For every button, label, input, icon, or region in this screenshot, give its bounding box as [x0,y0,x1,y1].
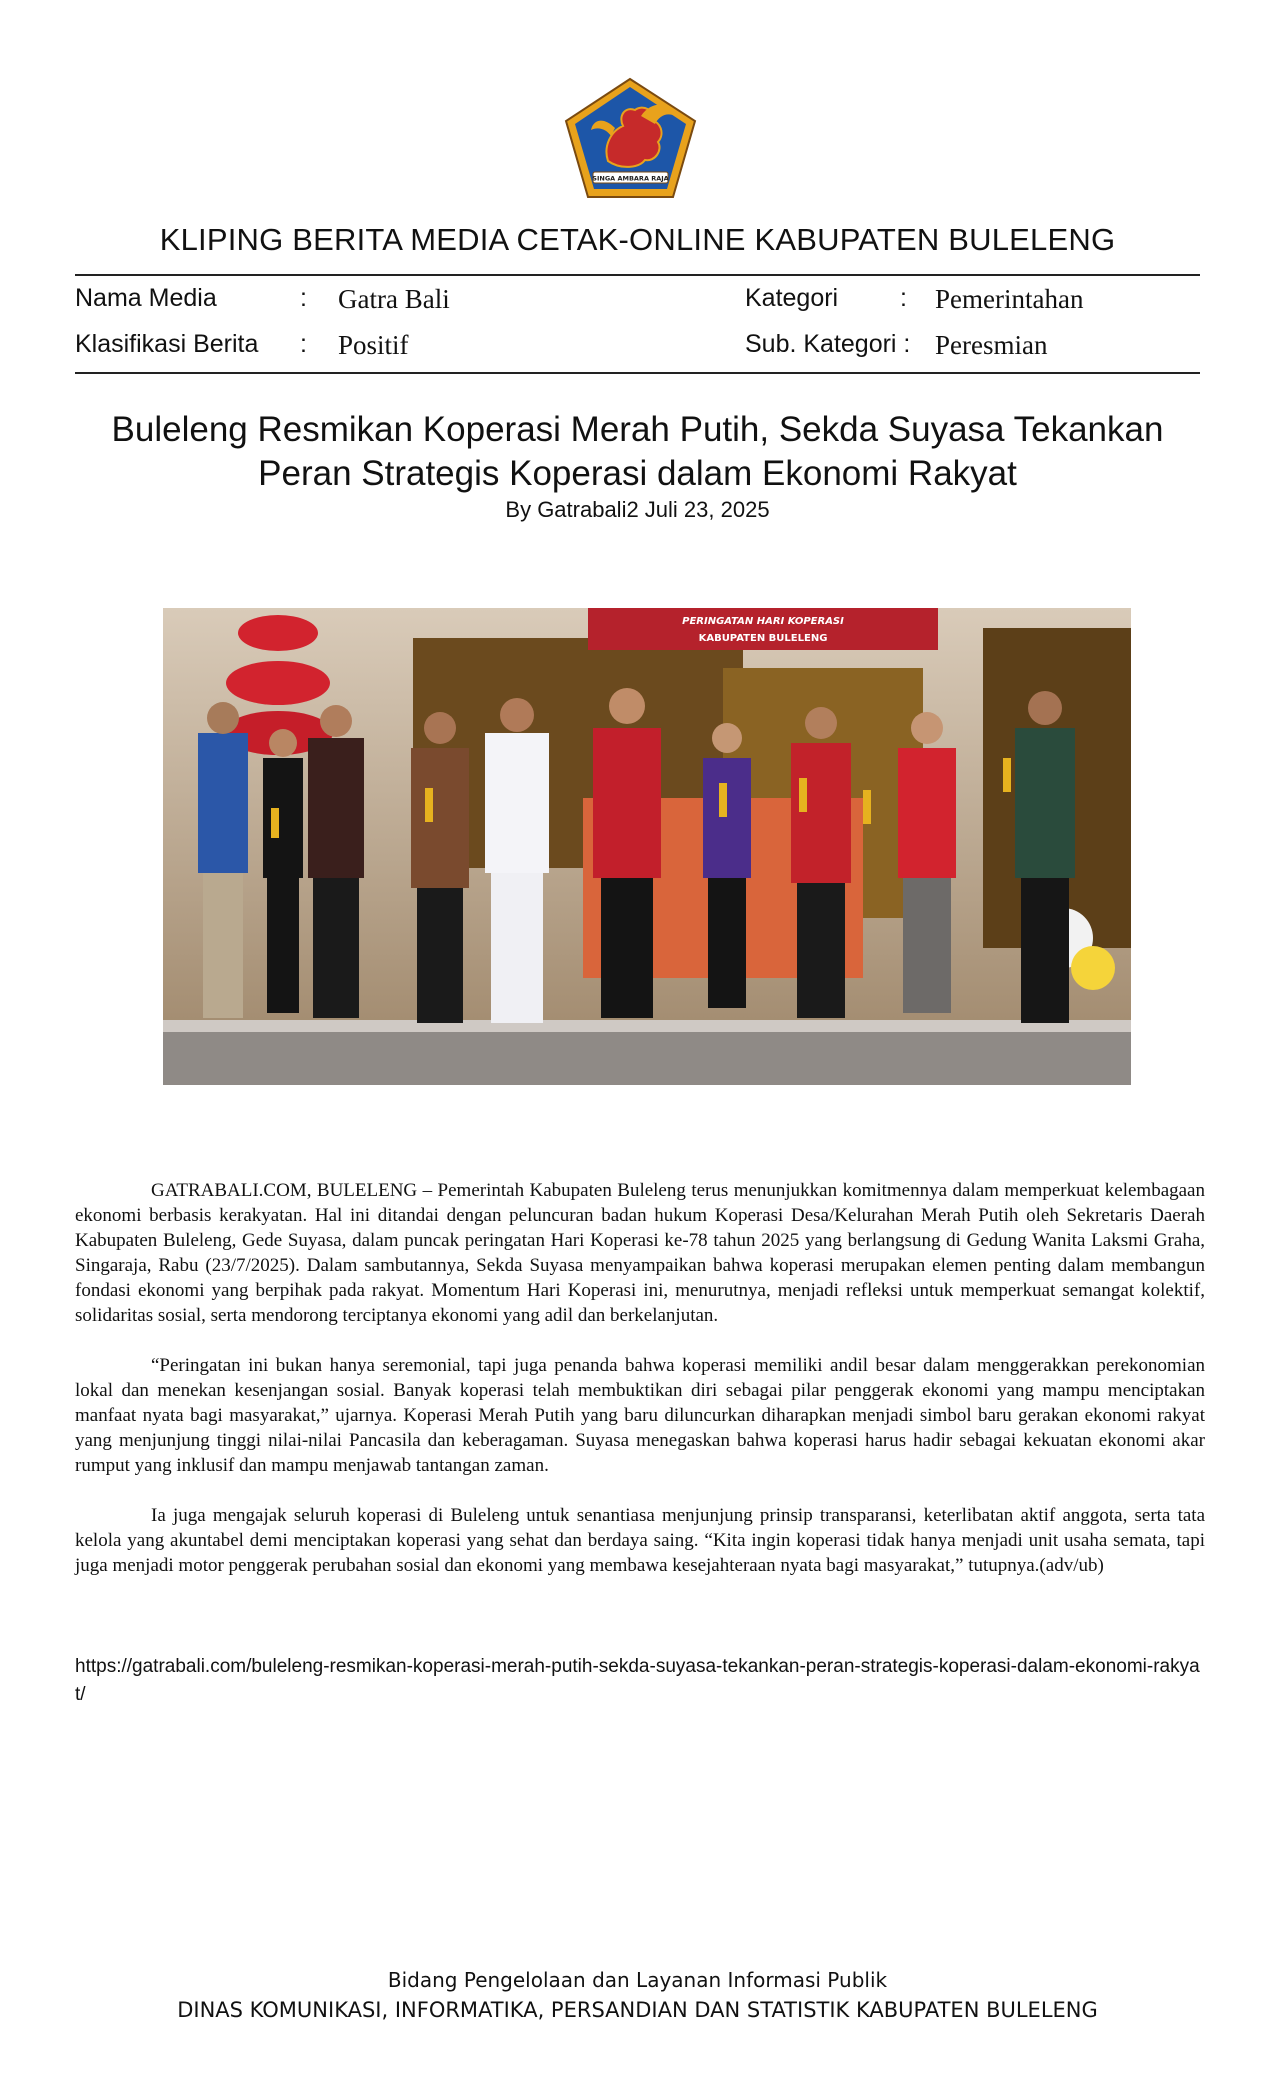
footer-division: Bidang Pengelolaan dan Layanan Informasi Publik [387,1968,888,1992]
article-paragraph: GATRABALI.COM, BULELENG – Pemerintah Kabupaten Buleleng terus menunjukkan komitmennya dalam memperkuat kelembagaan ekonomi berbasis kerakyatan. Hal ini ditandai dengan peluncuran badan hukum Koperasi Desa/Kelurahan Merah Putih oleh Sekretaris Daerah Kabupaten Buleleng, Gede Suyasa, dalam puncak peringatan Hari Koperasi ke-78 tahun 2025 yang berlangsung di Gedung Wanita Laksmi Graha, Singaraja, Rabu (23/7/2025). Dalam sambutannya, Sekda Suyasa menyampaikan bahwa koperasi merupakan elemen penting dalam membangun fondasi ekonomi yang berpihak pada rakyat. Momentum Hari Koperasi ini, menurutnya, menjadi refleksi untuk memperkuat semangat kolektif, solidaritas sosial, serta mendorong terciptanya ekonomi yang adil dan berkelanjutan. [75,1180,1205,1326]
clipping-title: KLIPING BERITA MEDIA CETAK-ONLINE KABUPATEN BULELENG [159,222,1116,257]
media-name-label: Nama Media [75,284,217,312]
footer-agency: DINAS KOMUNIKASI, INFORMATIKA, PERSANDIAN DAN STATISTIK KABUPATEN BULELENG [177,1998,1098,2022]
divider-top [75,274,1200,276]
category-label: Kategori [745,284,839,312]
article-paragraph: Ia juga mengajak seluruh koperasi di Buleleng untuk senantiasa menjunjung prinsip transparansi, keterlibatan aktif anggota, serta tata kelola yang akuntabel demi menciptakan koperasi yang sehat dan berdaya saing. “Kita ingin koperasi tidak hanya menjadi unit usaha semata, tapi juga menjadi motor penggerak perubahan sosial dan ekonomi yang membawa kesejahteraan nyata bagi masyarakat,” tutupnya.(adv/ub) [75,1505,1205,1576]
article-headline: Buleleng Resmikan Koperasi Merah Putih, Sekda Suyasa Tekankan Peran Strategis Koperasi dalam Ekonomi Rakyat [111,410,1164,493]
photo-banner-line1: PERINGATAN HARI KOPERASI [682,616,844,627]
photo-banner-line2: KABUPATEN BULELENG [698,633,828,644]
divider-bottom [75,372,1200,374]
crest-motto: SINGA AMBARA RAJA [592,174,669,183]
news-classification-colon: : [300,330,307,358]
article-photo [163,608,1131,1085]
category-colon: : [900,284,907,312]
media-name-colon: : [300,284,307,312]
article-paragraph: “Peringatan ini bukan hanya seremonial, tapi juga penanda bahwa koperasi memiliki andil besar dalam menggerakkan perekonomian lokal dan menekan kesenjangan sosial. Banyak koperasi telah membuktikan diri sebagai pilar penggerak ekonomi yang mampu menciptakan manfaat nyata bagi masyarakat,” ujarnya. Koperasi Merah Putih yang baru diluncurkan diharapkan menjadi simbol baru gerakan ekonomi rakyat yang menjunjung tinggi nilai-nilai Pancasila dan keberagaman. Suyasa menegaskan bahwa koperasi harus hadir sebagai kekuatan ekonomi akar rumput yang inklusif dan mampu menjawab tantangan zaman. [75,1355,1205,1476]
media-name-value: Gatra Bali [338,284,450,314]
sub-category-value: Peresmian [935,330,1048,360]
category-value: Pemerintahan [935,284,1084,314]
source-link[interactable]: https://gatrabali.com/buleleng-resmikan-koperasi-merah-putih-sekda-suyasa-tekankan-peran-strategis-koperasi-dalam-ekonomi-rakyat/ [75,1656,1200,1705]
news-classification-label: Klasifikasi Berita [75,330,259,358]
sub-category-label: Sub. Kategori : [745,330,911,358]
article-body [75,1178,1205,1603]
article-byline: By Gatrabali2 Juli 23, 2025 [505,497,770,522]
news-classification-value: Positif [338,330,409,360]
buleleng-regency-crest-icon [563,76,698,200]
